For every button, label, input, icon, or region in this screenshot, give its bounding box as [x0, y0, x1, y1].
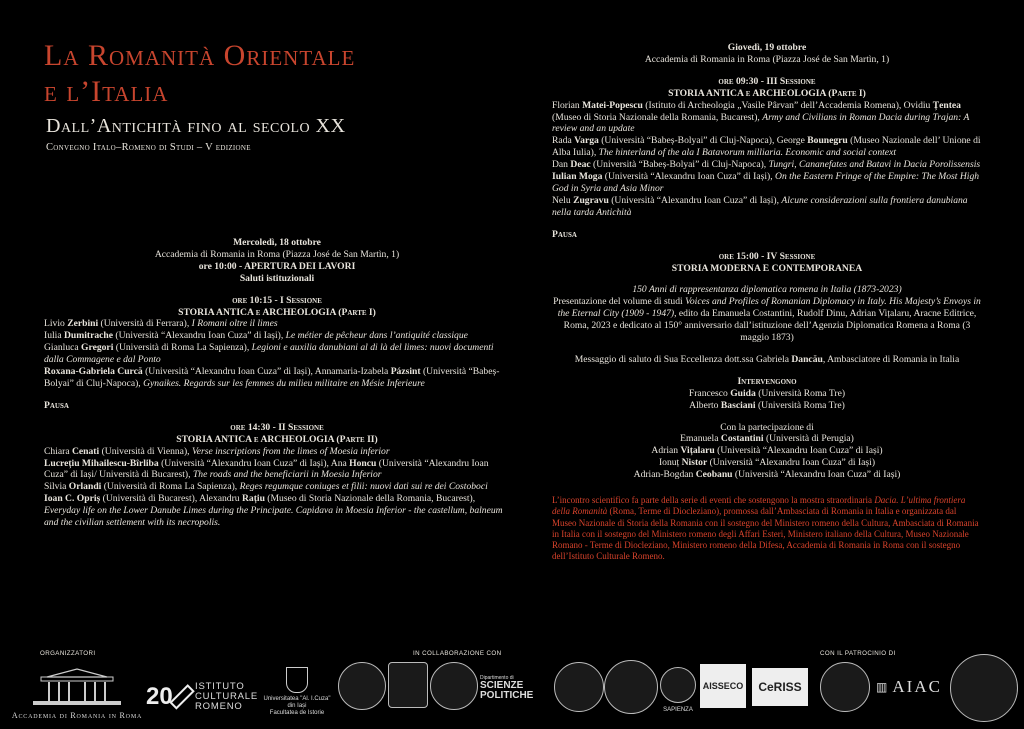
exhibition-note: L’incontro scientifico fa parte della serie di eventi che sostengono la mostra straordinaria Dacia. L’ultima frontiera della Romanità (Roma, Terme di Diocleziano), promossa dall’Ambasciata di Romania in Italia e organizzata dal Museo Nazionale di Storia della Romania con il sostegno del Ministero romeno della Cultura, Ambasciata di Romania in Italia con il sostegno del Ministero romeno degli Affari Esteri, Ministero italiano della Cultura, Museo Nazionale Romano - Terme di Diocleziano, Ministero romeno della Difesa, Accademia di Romania in Roma con il sostegno dell’Istituto Culturale Romeno. — [552, 495, 979, 562]
participants-heading: Con la partecipazione di — [720, 421, 814, 433]
participant: Adrian-Bogdan Ceobanu (Università “Alexandru Ioan Cuza” di Iași) — [633, 469, 901, 481]
title-line-2: e l’Italia — [44, 75, 169, 108]
pause: Pausa — [44, 399, 69, 411]
participant: Adrian Vițalaru (Università “Alexandru Ioan Cuza” di Iași) — [651, 445, 883, 457]
session3-title: STORIA ANTICA e ARCHEOLOGIA (Parte I) — [668, 87, 866, 99]
pause: Pausa — [552, 228, 577, 240]
participant: Ionuț Nistor (Università “Alexandru Ioan Cuza” di Iași) — [658, 457, 876, 469]
crest-icon — [286, 667, 308, 693]
university-seal-icon — [338, 662, 386, 710]
session3-time: ore 09:30 - III Sessione — [718, 75, 816, 87]
university-seal-icon — [554, 662, 604, 712]
talk: Dan Deac (Università “Babeș-Bolyai” di Cluj-Napoca), Tungri, Cananefates and Batavi in Dacia Porolissensis — [552, 159, 981, 171]
ambassador-message: Messaggio di saluto di Sua Eccellenza dott.ssa Gabriela Dancău, Ambasciatore di Romania in Italia — [574, 353, 960, 365]
day1-program — [44, 237, 510, 529]
collaboration-label: IN COLLABORAZIONE CON — [413, 650, 502, 657]
accademia-name: Accademia di Romania in Roma — [11, 710, 143, 720]
building-icon — [27, 667, 127, 707]
coin-seal-icon — [950, 654, 1018, 722]
uaic-logo: Universitatea "Al. I.Cuza" din Iași Facultatea de Istorie — [262, 658, 332, 726]
greetings: Saluti istituzionali — [239, 272, 315, 284]
patronage-label: CON IL PATROCINIO DI — [820, 650, 896, 657]
event-title: 150 Anni di rappresentanza diplomatica romena in Italia (1873-2023) — [632, 284, 902, 296]
talk: Lucrețiu Mihailescu-Bîrliba (Università “Alexandru Ioan Cuza” di Iași), Ana Honcu (Università “Alexandru Ioan Cuza” di Iași/ Università di Bucarest), The roads and the beneficiarii in Moesia Inferior — [44, 457, 489, 481]
session1-title: STORIA ANTICA e ARCHEOLOGIA (Parte I) — [178, 306, 376, 318]
talk: Iulia Dumitrache (Università “Alexandru Ioan Cuza” di Iași), Le métier de pêcheur dans l’antiquité classique — [44, 330, 468, 342]
talk: Rada Varga (Università “Babeș-Bolyai” di Cluj-Napoca), George Bounegru (Museo Nazionale dell’ Unione di Alba Iulia), The hinterland of the ala I Batavorum milliaria. Economic and social context — [552, 135, 981, 159]
opening: ore 10:00 - APERTURA DEI LAVORI — [198, 260, 356, 272]
speakers-heading: Intervengono — [737, 375, 797, 387]
day1-venue: Accademia di Romania in Roma (Piazza José de San Martìn, 1) — [154, 248, 400, 260]
aiac-logo: ▥ AIAC — [876, 677, 942, 696]
shield-seal-icon — [388, 662, 428, 708]
sapienza-logo: SAPIENZA — [658, 658, 698, 722]
participant: Emanuela Costantini (Università di Perugia) — [680, 433, 854, 445]
university-seal-icon — [604, 660, 658, 714]
talk: Roxana-Gabriela Curcă (Università “Alexandru Ioan Cuza” di Iași), Annamaria-Izabela Pázsint (Università “Babeș-Bolyai” di Cluj-Napoca), Gynaikes. Regards sur les femmes du milieu militaire en Mésie Inferieure — [44, 366, 500, 389]
institute-seal-icon — [430, 662, 478, 710]
speaker: Alberto Basciani (Università Roma Tre) — [689, 399, 845, 411]
book-presentation: Presentazione del volume di studi Voices and Profiles of Romanian Diplomacy in Italy. His Majesty’s Envoys in the Eternal City (1909 - 1947), edito da Emanuela Costantini, Rudolf Dinu, Adrian Vițalaru, Aracne Editrice, Roma, 2023 e dedicato al 150° anniversario dall’istituzione dell’Agenzia Diplomatica Romena a Roma (3 maggio 1873) — [553, 296, 981, 344]
speaker: Francesco Guida (Università Roma Tre) — [688, 387, 846, 399]
day2-program — [552, 42, 982, 562]
talk: Livio Zerbini (Università di Ferrara), I Romani oltre il limes — [44, 318, 278, 330]
talk: Ioan C. Opriș (Università di Bucarest), Alexandru Rațiu (Museo di Storia Nazionale della Romania, Bucarest), Everyday life on the Lower Danube Limes during the Principate. Capidava in Moesia Inferior - the castellum, balneum and the civilian settlement with its necropolis. — [44, 493, 503, 529]
icr-logo: 20 ISTITUTO CULTURALE ROMENO — [146, 681, 258, 712]
talk: Nelu Zugravu (Università “Alexandru Ioan Cuza” di Iași), Alcune considerazioni sulla frontiera danubiana nella tarda Antichità — [552, 194, 968, 218]
talk: Silvia Orlandi (Università di Roma La Sapienza), Reges regumque coniuges et filii: nuovi dati sui re dei Costoboci — [44, 481, 488, 493]
icr-diamond-icon — [169, 684, 195, 710]
logo-footer — [0, 648, 1024, 729]
scienze-politiche-logo: Dipartimento di SCIENZE POLITICHE — [480, 675, 534, 701]
edition-line: Convegno Italo–Romeno di Studi – V edizione — [46, 142, 251, 153]
talk: Florian Matei-Popescu (Istituto di Archeologia „Vasile Pârvan” dell’Accademia Romena), Ovidiu Țentea (Museo di Storia Nazionale della Romania, Bucarest), Army and Civilians in Roman Dacia during Trajan: A review and an update — [552, 99, 970, 135]
session4-title: STORIA MODERNA E CONTEMPORANEA — [671, 262, 863, 274]
session2-title: STORIA ANTICA e ARCHEOLOGIA (Parte II) — [176, 433, 378, 445]
aisseco-logo: AISSECO — [700, 664, 746, 708]
accademia-logo — [12, 662, 142, 724]
column-icon: ▥ — [876, 679, 890, 694]
day2-date: Giovedì, 19 ottobre — [727, 42, 807, 53]
talk: Chiara Cenati (Università di Vienna), Verse inscriptions from the limes of Moesia inferior — [44, 445, 390, 457]
talk: Iulian Moga (Università “Alexandru Ioan Cuza” di Iași), On the Eastern Fringe of the Empire: The Most High God in Syria and Asia Minor — [552, 171, 980, 194]
session4-time: ore 15:00 - IV Sessione — [718, 250, 816, 262]
criss-logo: CeRISS — [752, 668, 808, 706]
sapienza-seal-icon — [660, 667, 696, 703]
talk: Gianluca Gregori (Università di Roma La Sapienza), Legioni e auxilia danubiani al di là del limes: nuovi documenti dalla Commagene e dal Ponto — [44, 342, 494, 366]
main-title — [44, 38, 355, 110]
session1-time: ore 10:15 - I Sessione — [232, 294, 322, 306]
day2-venue: Accademia di Romania in Roma (Piazza José de San Martìn, 1) — [644, 53, 890, 65]
session2-time: ore 14:30 - II Sessione — [230, 421, 324, 433]
subtitle: Dall’Antichità fino al secolo XX — [46, 115, 346, 137]
day1-date: Mercoledì, 18 ottobre — [233, 237, 321, 248]
patron-seal-icon — [820, 662, 870, 712]
organizers-label: ORGANIZZATORI — [40, 650, 96, 657]
title-line-1: La Romanità Orientale — [44, 39, 356, 72]
